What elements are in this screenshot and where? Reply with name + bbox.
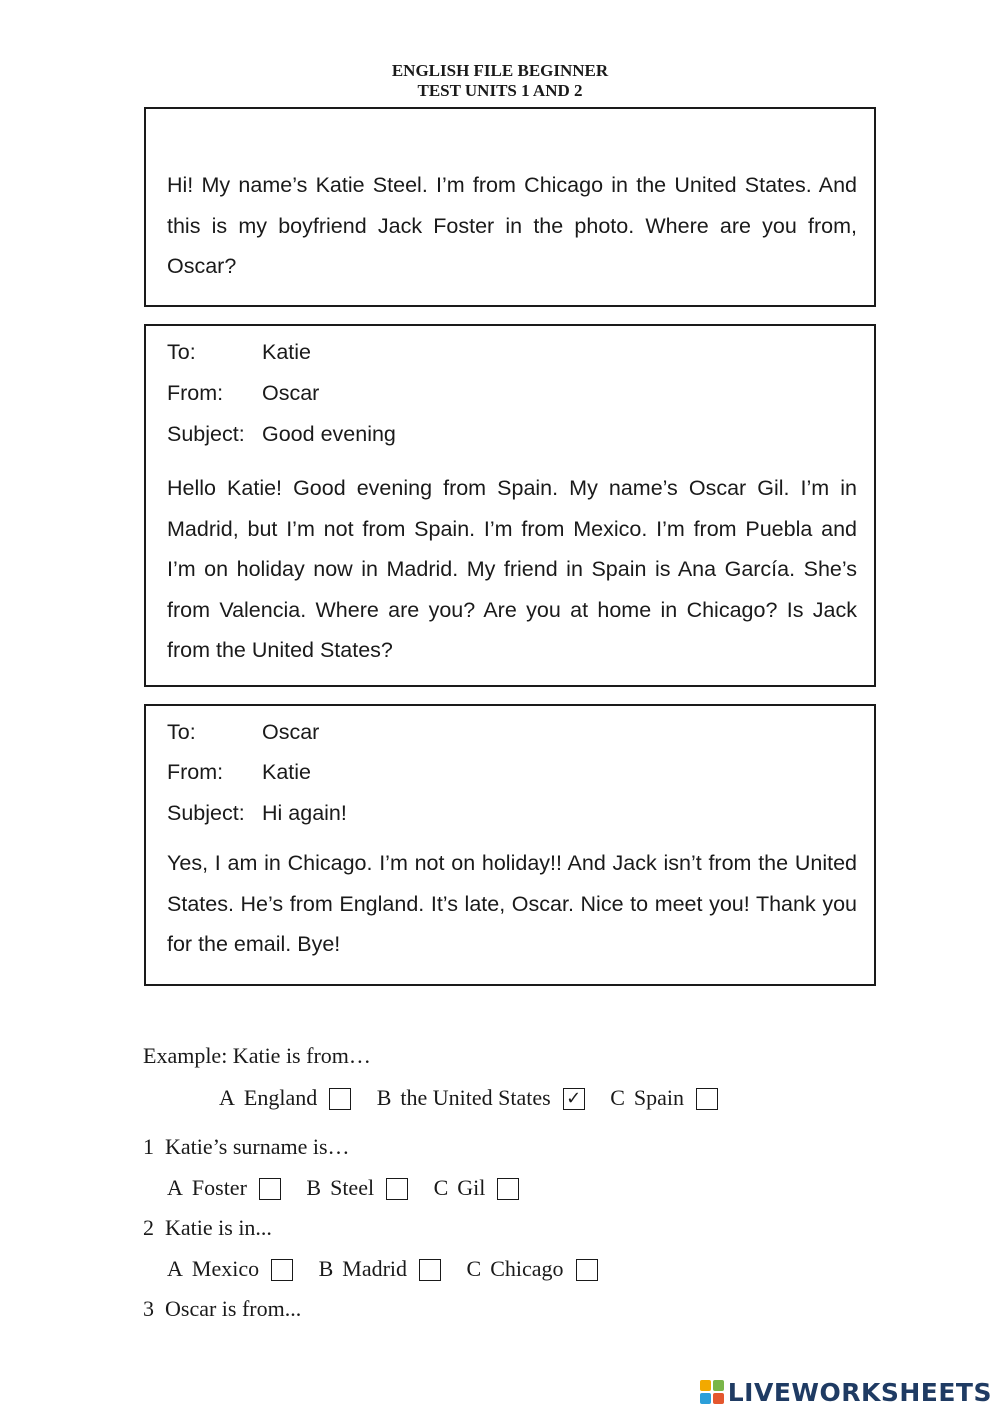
- email-from-row: [167, 757, 311, 787]
- liveworksheets-logo-icon: [700, 1380, 724, 1404]
- email-from-label: From:: [167, 760, 224, 784]
- answer-checkbox[interactable]: [386, 1178, 408, 1200]
- answer-checkbox[interactable]: [259, 1178, 281, 1200]
- option-a: [219, 1083, 351, 1113]
- option-c: [434, 1173, 520, 1203]
- option-letter: A: [219, 1085, 235, 1110]
- email-from-value: Oscar: [262, 381, 320, 405]
- option-text: Foster: [191, 1175, 247, 1200]
- option-text: Steel: [330, 1175, 375, 1200]
- email-to-row: [167, 717, 319, 747]
- option-letter: C: [466, 1256, 482, 1281]
- option-b: [319, 1254, 441, 1284]
- option-letter: A: [167, 1256, 183, 1281]
- email-subject-value: Hi again!: [262, 801, 347, 825]
- email-subject-label: Subject:: [167, 422, 245, 446]
- message-box-katie: [144, 107, 876, 307]
- email-subject-value: Good evening: [262, 422, 396, 446]
- option-text: Mexico: [191, 1256, 260, 1281]
- header-title: ENGLISH FILE BEGINNER: [391, 61, 609, 80]
- email-box-oscar-to-katie: [144, 324, 876, 687]
- answer-checkbox[interactable]: [419, 1259, 441, 1281]
- example-question: Example: Katie is from…: [143, 1043, 371, 1068]
- logo-square: [713, 1393, 724, 1404]
- option-letter: B: [318, 1256, 334, 1281]
- option-text: the United States: [400, 1085, 551, 1110]
- option-text: Chicago: [490, 1256, 564, 1281]
- email-subject-row: [167, 798, 347, 828]
- question-number: 2: [143, 1215, 154, 1240]
- email-to-row: [167, 337, 311, 367]
- question-3: [143, 1294, 301, 1324]
- question-text: Oscar is from...: [165, 1296, 302, 1321]
- option-text: Madrid: [342, 1256, 408, 1281]
- question-text: Katie’s surname is…: [165, 1134, 350, 1159]
- email-box-katie-to-oscar: [144, 704, 876, 986]
- question-number: 3: [143, 1296, 154, 1321]
- option-b: [377, 1083, 585, 1113]
- worksheet-header: [0, 61, 1000, 101]
- question-2: [143, 1213, 272, 1243]
- example-options: [219, 1083, 738, 1113]
- email-to-value: Oscar: [262, 720, 320, 744]
- option-text: Gil: [457, 1175, 486, 1200]
- option-a: [167, 1254, 293, 1284]
- question-text: Katie is in...: [165, 1215, 272, 1240]
- option-letter: C: [433, 1175, 449, 1200]
- logo-text: LIVEWORKSHEETS: [727, 1377, 992, 1407]
- answer-checkbox[interactable]: [271, 1259, 293, 1281]
- option-text: Spain: [633, 1085, 685, 1110]
- email-to-label: To:: [167, 340, 196, 364]
- logo-square: [713, 1380, 724, 1391]
- email-body: Hello Katie! Good evening from Spain. My name’s Oscar Gil. I’m in Madrid, but I’m not from Spain. I’m from Mexico. I’m from Puebla and I’m on holiday now in Madrid. My friend in Spain is Ana García. She’s from Valencia. Where are you? Are you at home in Chicago? Is Jack from the United States?: [167, 476, 857, 662]
- option-letter: A: [167, 1175, 183, 1200]
- answer-checkbox[interactable]: [576, 1259, 598, 1281]
- logo-square: [700, 1393, 711, 1404]
- logo-square: [700, 1380, 711, 1391]
- question-2-options: [167, 1254, 618, 1284]
- option-b: [306, 1173, 408, 1203]
- header-subtitle: TEST UNITS 1 AND 2: [417, 81, 583, 100]
- email-subject-label: Subject:: [167, 801, 245, 825]
- email-from-value: Katie: [262, 760, 312, 784]
- option-c: [467, 1254, 598, 1284]
- message-text: Hi! My name’s Katie Steel. I’m from Chicago in the United States. And this is my boyfriend Jack Foster in the photo. Where are you from, Oscar?: [167, 173, 857, 278]
- email-subject-row: [167, 419, 396, 449]
- question-1-options: [167, 1173, 539, 1203]
- option-letter: C: [610, 1085, 625, 1110]
- email-to-value: Katie: [262, 340, 312, 364]
- answer-checkbox[interactable]: [696, 1088, 718, 1110]
- answer-checkbox-checked[interactable]: ✓: [563, 1088, 585, 1110]
- liveworksheets-logo: [700, 1377, 992, 1407]
- email-from-row: [167, 378, 319, 408]
- option-c: [610, 1083, 718, 1113]
- option-text: England: [243, 1085, 318, 1110]
- option-letter: B: [306, 1175, 322, 1200]
- answer-checkbox[interactable]: [497, 1178, 519, 1200]
- answer-checkbox[interactable]: [329, 1088, 351, 1110]
- question-1: [143, 1132, 350, 1162]
- question-number: 1: [143, 1134, 154, 1159]
- option-a: [167, 1173, 281, 1203]
- email-from-label: From:: [167, 381, 224, 405]
- email-body: Yes, I am in Chicago. I’m not on holiday!! And Jack isn’t from the United States. He’s from England. It’s late, Oscar. Nice to meet you! Thank you for the email. Bye!: [167, 851, 857, 956]
- email-to-label: To:: [167, 720, 196, 744]
- option-letter: B: [376, 1085, 392, 1110]
